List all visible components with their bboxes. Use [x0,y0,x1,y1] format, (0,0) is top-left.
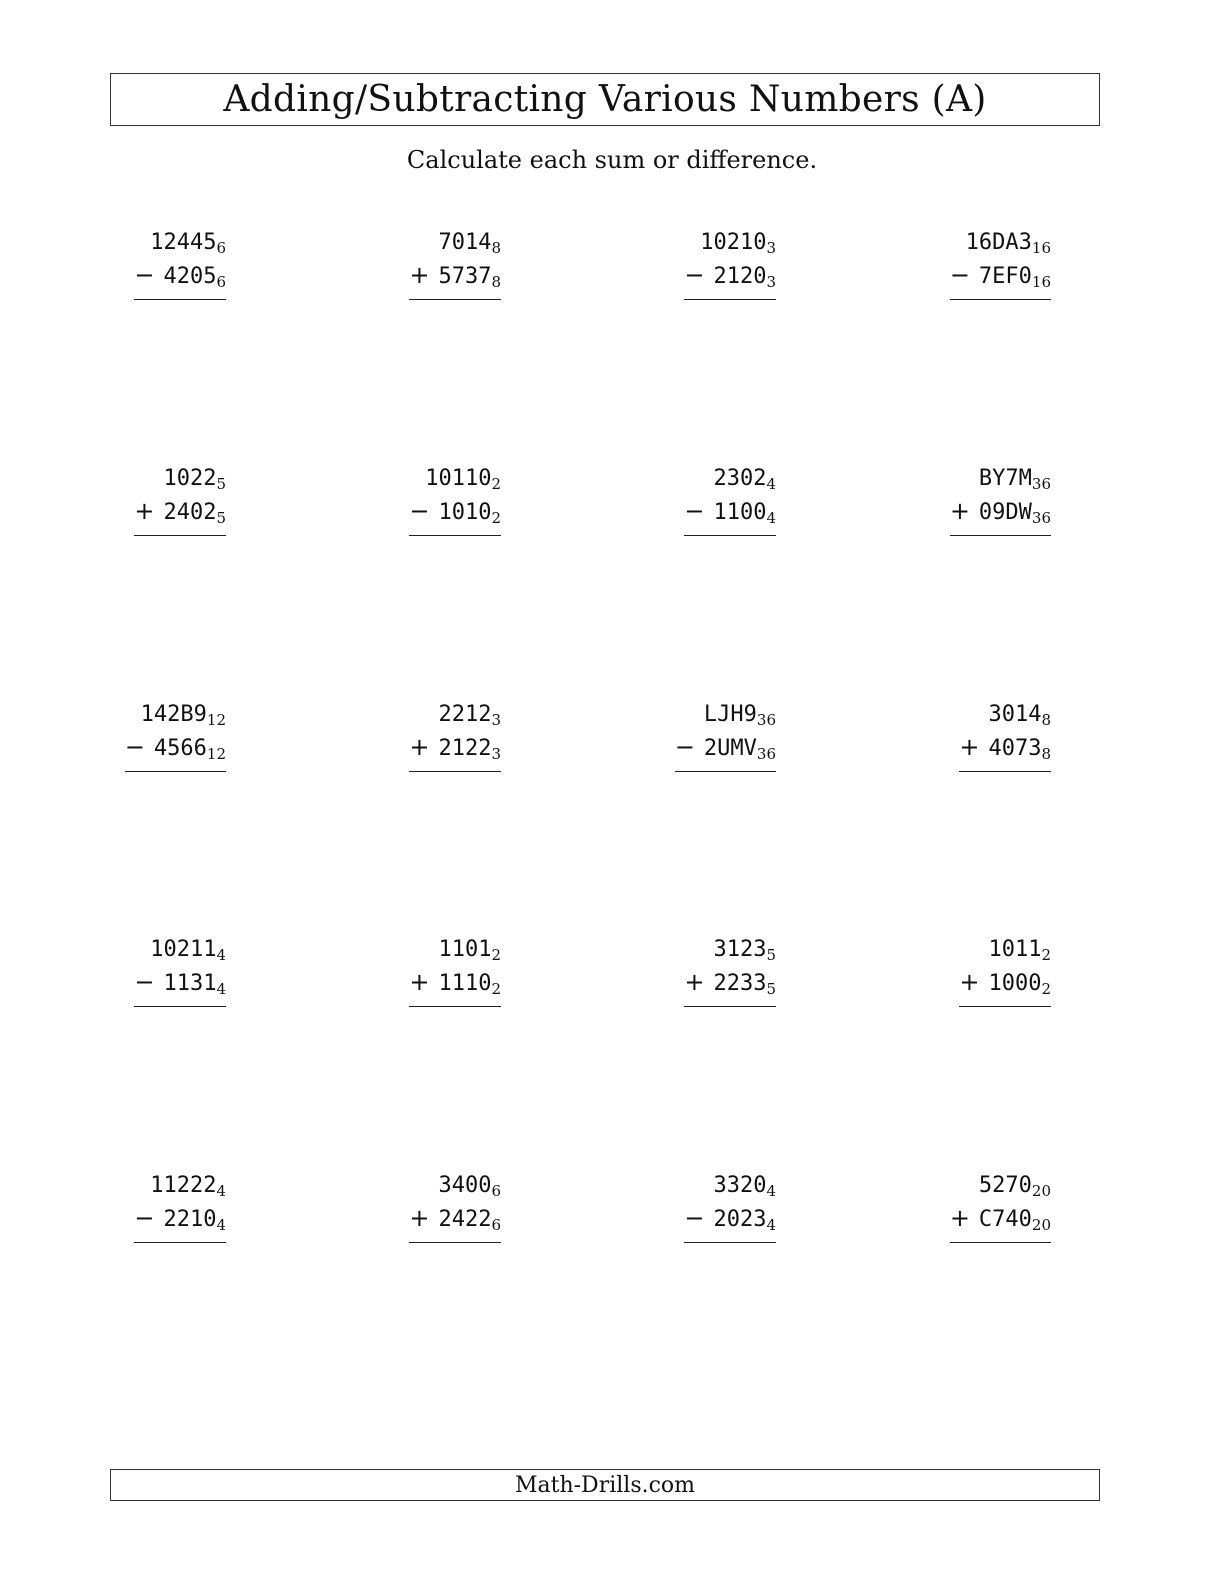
bottom-operand [409,1202,501,1243]
bottom-operand [950,259,1051,300]
bottom-number: 1000 [988,971,1042,996]
bottom-number: 5737 [438,264,492,289]
bottom-operand [134,495,226,536]
bottom-base: 5 [766,980,776,998]
bottom-number: 2402 [163,500,217,525]
top-base: 6 [491,1182,501,1200]
problem [56,699,226,763]
problem [606,463,776,527]
top-base: 12 [206,711,226,729]
top-operand [881,463,1051,495]
top-number: 10110 [425,466,492,491]
problem [331,1170,501,1234]
bottom-number: 2233 [713,971,767,996]
top-base: 6 [216,239,226,257]
bottom-base: 8 [1041,745,1051,763]
top-number: 12445 [150,230,217,255]
top-operand [331,934,501,966]
operator: − [409,497,430,525]
top-number: 3400 [438,1173,492,1198]
bottom-operand [675,731,776,772]
bottom-base: 16 [1031,273,1051,291]
bottom-number: 2UMV [703,736,757,761]
bottom-number: 09DW [978,500,1032,525]
bottom-number: 4073 [988,736,1042,761]
bottom-operand [134,1202,226,1243]
top-base: 5 [766,946,776,964]
bottom-base: 4 [766,509,776,527]
operator: − [134,261,155,289]
problem [881,227,1051,291]
bottom-base: 8 [491,273,501,291]
operator: + [409,733,430,761]
top-operand [606,699,776,731]
bottom-operand [959,966,1051,1007]
bottom-operand [134,259,226,300]
top-operand [331,699,501,731]
bottom-number: 2120 [713,264,767,289]
bottom-number: 2210 [163,1207,217,1232]
top-base: 8 [1041,711,1051,729]
operator: + [134,497,155,525]
bottom-base: 36 [1031,509,1051,527]
top-base: 4 [216,1182,226,1200]
operator: + [684,968,705,996]
top-base: 2 [491,946,501,964]
bottom-base: 12 [206,745,226,763]
bottom-number: 2023 [713,1207,767,1232]
bottom-number: 4566 [153,736,207,761]
top-number: 10211 [150,937,217,962]
top-number: 1022 [163,466,217,491]
top-base: 8 [491,239,501,257]
top-number: 3320 [713,1173,767,1198]
bottom-number: 1010 [438,500,492,525]
operator: + [959,733,980,761]
top-base: 36 [1031,475,1051,493]
bottom-operand [409,259,501,300]
operator: − [949,261,970,289]
bottom-operand [684,259,776,300]
operator: − [134,1204,155,1232]
problem [606,227,776,291]
top-number: 1101 [438,937,492,962]
top-base: 3 [491,711,501,729]
bottom-operand [684,1202,776,1243]
top-base: 4 [766,475,776,493]
problem [881,934,1051,998]
bottom-base: 3 [766,273,776,291]
top-number: LJH9 [703,702,757,727]
problem [881,463,1051,527]
top-number: 3014 [988,702,1042,727]
operator: + [409,261,430,289]
bottom-base: 6 [491,1216,501,1234]
top-operand [606,227,776,259]
top-base: 4 [216,946,226,964]
top-operand [56,934,226,966]
problem [56,1170,226,1234]
operator: + [409,1204,430,1232]
footer-box [110,1469,1100,1501]
problem [56,934,226,998]
top-number: 11222 [150,1173,217,1198]
bottom-operand [684,495,776,536]
problem [56,463,226,527]
top-number: 5270 [978,1173,1032,1198]
top-operand [606,1170,776,1202]
top-base: 2 [1041,946,1051,964]
top-operand [606,463,776,495]
top-base: 36 [756,711,776,729]
bottom-base: 2 [491,509,501,527]
top-number: 16DA3 [965,230,1032,255]
bottom-operand [134,966,226,1007]
operator: + [959,968,980,996]
top-base: 20 [1031,1182,1051,1200]
top-operand [56,463,226,495]
bottom-operand [125,731,226,772]
bottom-operand [409,495,501,536]
problem [606,1170,776,1234]
operator: − [134,968,155,996]
top-base: 2 [491,475,501,493]
top-number: 10210 [700,230,767,255]
bottom-base: 36 [756,745,776,763]
problem [331,227,501,291]
bottom-base: 4 [766,1216,776,1234]
top-base: 3 [766,239,776,257]
top-operand [331,1170,501,1202]
bottom-number: 2122 [438,736,492,761]
bottom-number: 7EF0 [978,264,1032,289]
bottom-base: 6 [216,273,226,291]
instructions: Calculate each sum or difference. [406,146,818,174]
operator: + [409,968,430,996]
page-title: Adding/Subtracting Various Numbers (A) [223,79,987,120]
problem [606,934,776,998]
top-operand [56,699,226,731]
top-number: 7014 [438,230,492,255]
problem [881,1170,1051,1234]
problem [331,463,501,527]
bottom-operand [409,731,501,772]
operator: − [684,497,705,525]
operator: − [674,733,695,761]
top-operand [331,227,501,259]
title-box [110,73,1100,126]
bottom-base: 4 [216,1216,226,1234]
bottom-operand [409,966,501,1007]
bottom-operand [959,731,1051,772]
top-operand [881,227,1051,259]
top-operand [56,227,226,259]
bottom-base: 2 [1041,980,1051,998]
bottom-operand [950,495,1051,536]
bottom-number: 1110 [438,971,492,996]
bottom-operand [950,1202,1051,1243]
top-base: 5 [216,475,226,493]
top-operand [606,934,776,966]
bottom-operand [684,966,776,1007]
bottom-number: 1131 [163,971,217,996]
problem [331,699,501,763]
top-operand [881,1170,1051,1202]
operator: − [124,733,145,761]
problem [606,699,776,763]
operator: + [949,1204,970,1232]
bottom-number: 4205 [163,264,217,289]
bottom-base: 20 [1031,1216,1051,1234]
bottom-number: 2422 [438,1207,492,1232]
top-operand [881,934,1051,966]
operator: − [684,1204,705,1232]
problem [56,227,226,291]
bottom-number: 1100 [713,500,767,525]
top-operand [56,1170,226,1202]
problem [881,699,1051,763]
top-base: 16 [1031,239,1051,257]
bottom-number: C740 [978,1207,1032,1232]
top-number: 3123 [713,937,767,962]
operator: − [684,261,705,289]
footer-text: Math-Drills.com [514,1472,696,1498]
top-number: 1011 [988,937,1042,962]
operator: + [949,497,970,525]
bottom-base: 2 [491,980,501,998]
top-number: 142B9 [140,702,207,727]
top-number: 2212 [438,702,492,727]
top-operand [331,463,501,495]
problem [331,934,501,998]
bottom-base: 3 [491,745,501,763]
bottom-base: 5 [216,509,226,527]
top-operand [881,699,1051,731]
top-number: BY7M [978,466,1032,491]
top-base: 4 [766,1182,776,1200]
bottom-base: 4 [216,980,226,998]
top-number: 2302 [713,466,767,491]
